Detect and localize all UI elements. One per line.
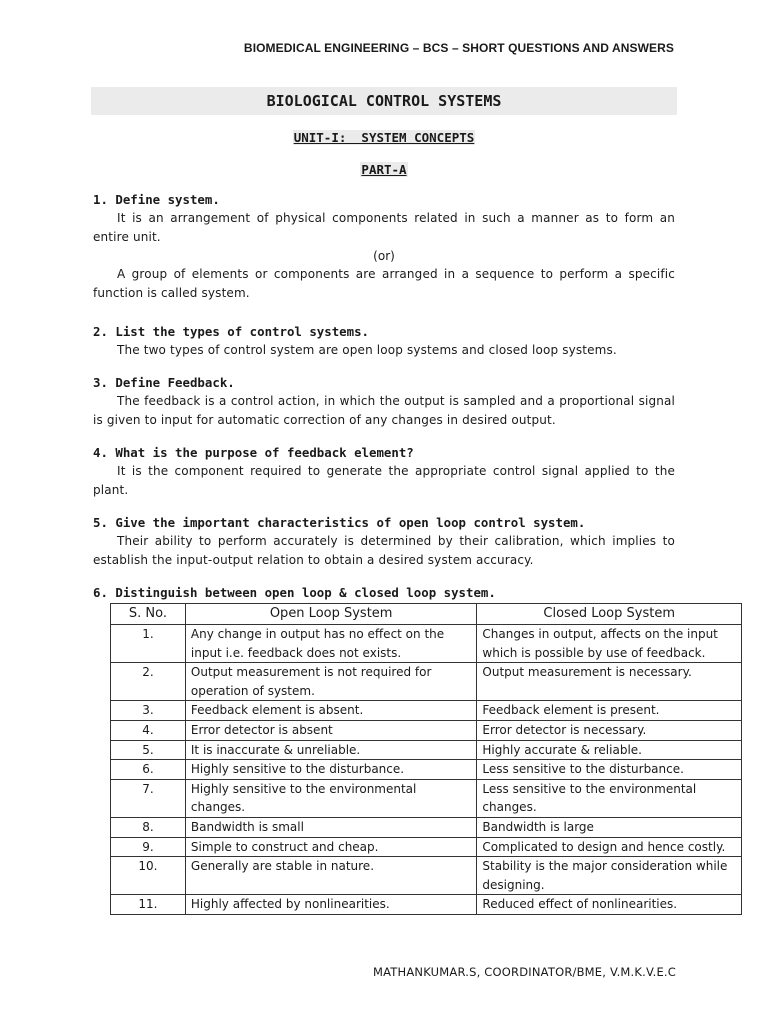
answer-text: Their ability to perform accurately is determined by their calibration, which implies to establish the input-output relation to obtain a desired system accuracy.: [93, 534, 675, 567]
closed-loop-cell: Highly accurate & reliable.: [477, 740, 742, 760]
table-row: [111, 701, 742, 721]
row-sno: 8.: [111, 817, 186, 837]
part-heading: [0, 162, 768, 177]
question-title: 4. What is the purpose of feedback element?: [93, 445, 414, 460]
closed-loop-cell: Error detector is necessary.: [477, 720, 742, 740]
row-sno: 11.: [111, 895, 186, 915]
row-sno: 10.: [111, 857, 186, 895]
closed-loop-cell: Less sensitive to the environmental changes.: [477, 779, 742, 817]
open-loop-cell: Generally are stable in nature.: [185, 857, 477, 895]
page-footer: MATHANKUMAR.S, COORDINATOR/BME, V.M.K.V.E.C: [372, 965, 676, 979]
answer-text: It is an arrangement of physical components related in such a manner as to form an entire unit.: [93, 211, 675, 244]
open-loop-cell: Bandwidth is small: [185, 817, 477, 837]
closed-loop-cell: Changes in output, affects on the input which is possible by use of feedback.: [477, 625, 742, 663]
column-header-sno: S. No.: [111, 604, 186, 625]
row-sno: 6.: [111, 760, 186, 780]
question-block-3: [93, 374, 675, 430]
open-loop-cell: Output measurement is not required for operation of system.: [185, 663, 477, 701]
document-title: BIOLOGICAL CONTROL SYSTEMS: [266, 92, 502, 110]
or-separator: (or): [373, 249, 395, 263]
table-row: [111, 740, 742, 760]
row-sno: 1.: [111, 625, 186, 663]
row-sno: 3.: [111, 701, 186, 721]
closed-loop-cell: Reduced effect of nonlinearities.: [477, 895, 742, 915]
table-row: [111, 663, 742, 701]
answer-text-alt: A group of elements or components are arranged in a sequence to perform a specific function is called system.: [93, 267, 675, 300]
open-loop-cell: Feedback element is absent.: [185, 701, 477, 721]
table-row: [111, 760, 742, 780]
question-title: 5. Give the important characteristics of open loop control system.: [93, 515, 586, 530]
open-loop-cell: Simple to construct and cheap.: [185, 837, 477, 857]
table-row: [111, 857, 742, 895]
question-title: 1. Define system.: [93, 192, 220, 207]
table-row: [111, 779, 742, 817]
question-block-2: [93, 323, 675, 360]
table-row: [111, 817, 742, 837]
row-sno: 9.: [111, 837, 186, 857]
part-heading-text: PART-A: [361, 162, 407, 177]
question-block-1: [93, 191, 675, 303]
table-header-row: [111, 604, 742, 625]
closed-loop-cell: Stability is the major consideration while designing.: [477, 857, 742, 895]
closed-loop-cell: Output measurement is necessary.: [477, 663, 742, 701]
unit-heading-text: UNIT-I: SYSTEM CONCEPTS: [293, 130, 475, 145]
open-loop-cell: Any change in output has no effect on the input i.e. feedback does not exists.: [185, 625, 477, 663]
open-loop-cell: Highly affected by nonlinearities.: [185, 895, 477, 915]
column-header-open-loop: Open Loop System: [185, 604, 477, 625]
closed-loop-cell: Complicated to design and hence costly.: [477, 837, 742, 857]
row-sno: 7.: [111, 779, 186, 817]
row-sno: 4.: [111, 720, 186, 740]
open-loop-cell: Error detector is absent: [185, 720, 477, 740]
question-block-5: [93, 514, 675, 570]
open-loop-cell: Highly sensitive to the disturbance.: [185, 760, 477, 780]
closed-loop-cell: Feedback element is present.: [477, 701, 742, 721]
column-header-closed-loop: Closed Loop System: [477, 604, 742, 625]
question-block-6: [93, 584, 675, 602]
question-title: 2. List the types of control systems.: [93, 324, 370, 339]
table-row: [111, 895, 742, 915]
row-sno: 5.: [111, 740, 186, 760]
closed-loop-cell: Less sensitive to the disturbance.: [477, 760, 742, 780]
open-loop-cell: Highly sensitive to the environmental changes.: [185, 779, 477, 817]
table-row: [111, 720, 742, 740]
row-sno: 2.: [111, 663, 186, 701]
table-row: [111, 625, 742, 663]
comparison-table: [110, 603, 742, 915]
closed-loop-cell: Bandwidth is large: [477, 817, 742, 837]
page-header: BIOMEDICAL ENGINEERING – BCS – SHORT QUESTIONS AND ANSWERS: [243, 41, 674, 55]
question-title: 3. Define Feedback.: [93, 375, 235, 390]
question-block-4: [93, 444, 675, 500]
open-loop-cell: It is inaccurate & unreliable.: [185, 740, 477, 760]
unit-heading: [0, 130, 768, 145]
answer-text: It is the component required to generate the appropriate control signal applied to the plant.: [93, 464, 675, 497]
table-body: [111, 625, 742, 915]
title-band: [91, 87, 677, 115]
answer-text: The two types of control system are open loop systems and closed loop systems.: [117, 343, 617, 357]
question-title: 6. Distinguish between open loop & closed loop system.: [93, 585, 496, 600]
table-row: [111, 837, 742, 857]
answer-text: The feedback is a control action, in which the output is sampled and a proportional signal is given to input for automatic correction of any changes in desired output.: [93, 394, 675, 427]
